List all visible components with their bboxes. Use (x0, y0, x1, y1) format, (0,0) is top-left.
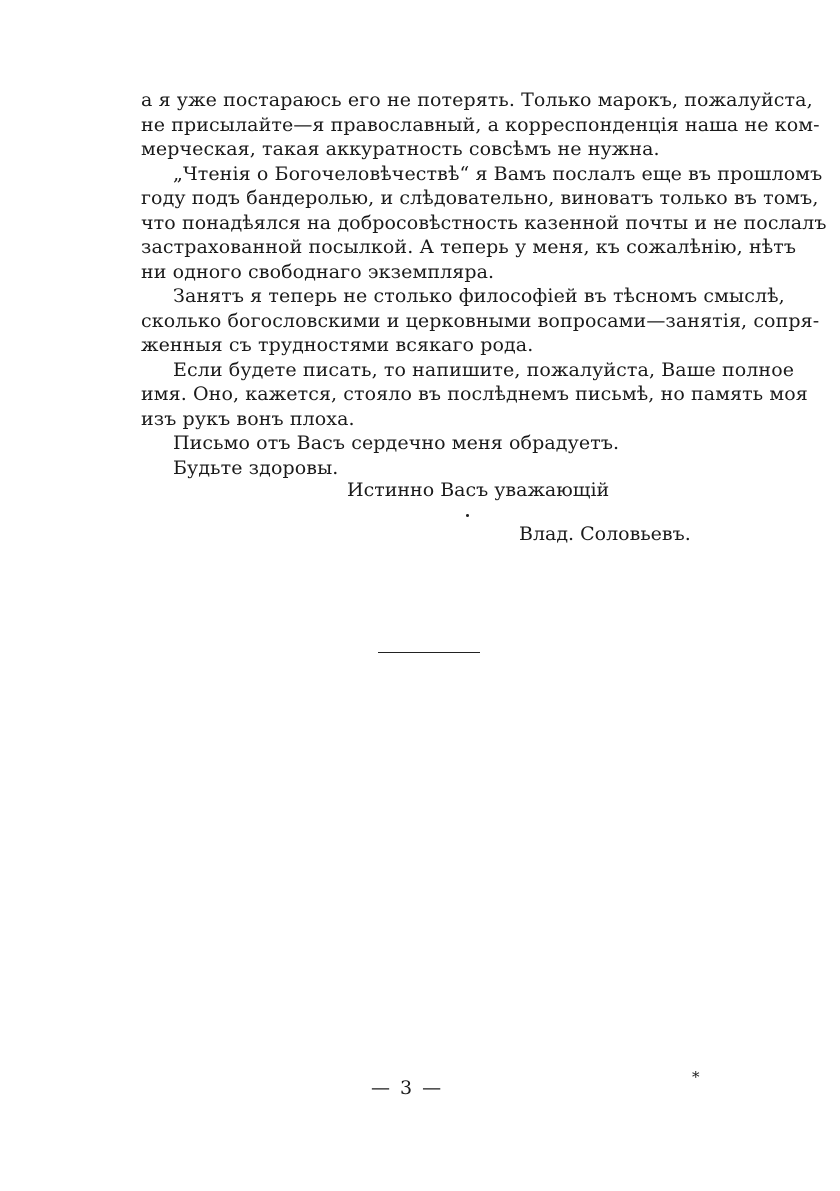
asterisk-mark: * (692, 1068, 700, 1086)
text-line: а я уже постараюсь его не потерять. Только марокъ, пожалуйста, (141, 89, 813, 111)
letter-body (141, 88, 827, 480)
text-line: не присылайте—я православный, а корреспонденція наша не ком- (141, 113, 820, 136)
text-line: застрахованной посылкой. А теперь у меня, къ сожалѣнію, нѣтъ (141, 236, 797, 258)
text-line: ни одного свободнаго экземпляра. (141, 260, 495, 283)
text-line: Письмо отъ Васъ сердечно меня обрадуетъ. (173, 432, 620, 454)
closing-line: Истинно Васъ уважающій (347, 479, 610, 501)
text-line: мерческая, такая аккуратность совсѣмъ не нужна. (141, 138, 660, 160)
text-line: Будьте здоровы. (173, 456, 339, 479)
page-number: — 3 — (371, 1077, 444, 1099)
signature: Влад. Соловьевъ. (519, 523, 691, 545)
text-line: женныя съ трудностями всякаго рода. (141, 334, 534, 356)
text-line: изъ рукъ вонъ плоха. (141, 407, 355, 430)
text-line: сколько богословскими и церковными вопросами—занятія, сопря- (141, 309, 820, 332)
text-line: Если будете писать, то напишите, пожалуйста, Ваше полное (173, 358, 795, 381)
text-line: имя. Оно, кажется, стояло въ послѣднемъ письмѣ, но память моя (141, 383, 808, 405)
ink-dot (466, 514, 469, 517)
text-line: „Чтенія о Богочеловѣчествѣ“ я Вамъ послалъ еще въ прошломъ (173, 162, 823, 185)
text-line: году подъ бандеролью, и слѣдовательно, виноватъ только въ томъ, (141, 187, 819, 209)
section-divider (378, 652, 480, 653)
text-line: что понадѣялся на добросовѣстность казенной почты и не послалъ (141, 211, 827, 234)
text-line: Занятъ я теперь не столько философіей въ тѣсномъ смыслѣ, (173, 285, 785, 307)
